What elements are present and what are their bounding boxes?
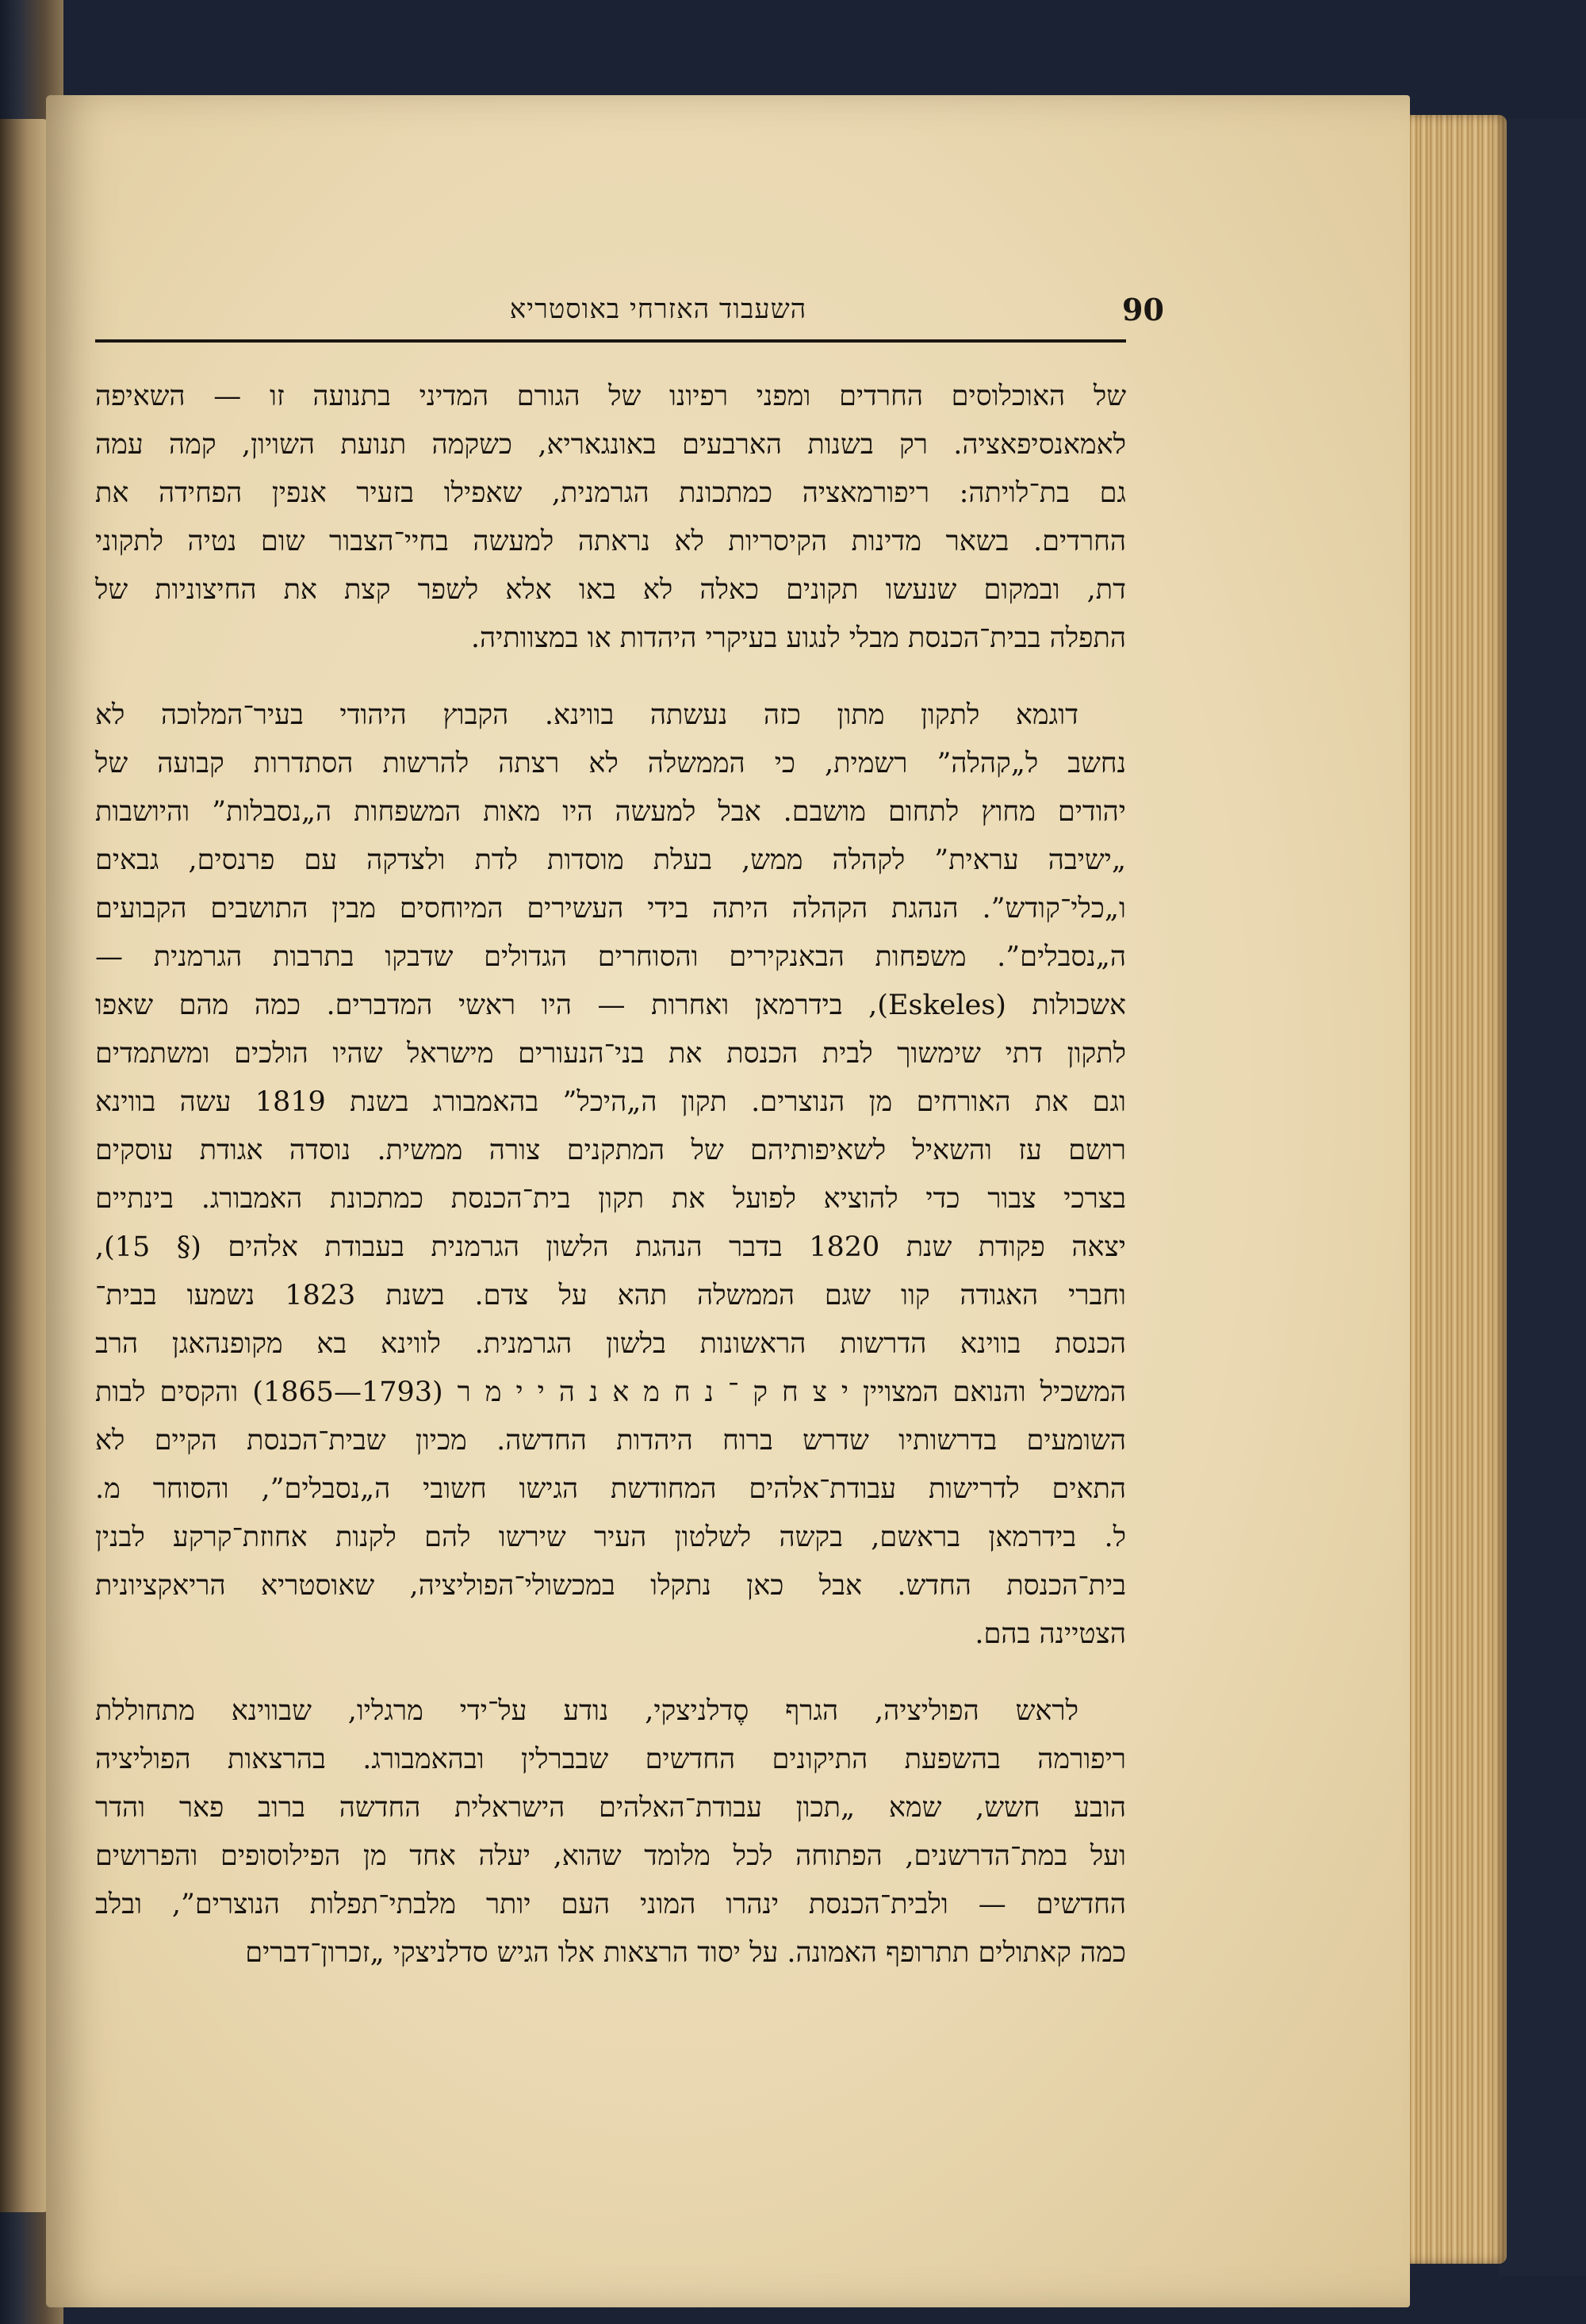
- text-line: הצטיינה בהם.: [975, 1618, 1126, 1650]
- text-line: התפלה בבית־הכנסת מבלי לנגוע בעיקרי היהדות או במצוותיה.: [470, 622, 1126, 654]
- text-line: בית־הכנסת החדש. אבל כאן נתקלו במכשולי־הפוליציה, שאוסטריא הריאקציונית: [95, 1570, 1126, 1602]
- text-line: התאים לדרישות עבודת־אלהים המחודשת הגישו חשובי ה„נסבלים”, והסוחר מ.: [95, 1473, 1126, 1505]
- text-line: לאמאנסיפאציה. רק בשנות הארבעים באונגאריא, כשקמה תנועת השויון, קמה עמה: [95, 429, 1126, 461]
- paragraph: [95, 691, 1126, 1659]
- text-line: אשכולות (Eskeles), בידרמאן ואחרות — היו ראשי המדברים. כמה מהם שאפו: [95, 990, 1126, 1021]
- paragraph: [95, 373, 1126, 663]
- text-line: ריפורמה בהשפעת התיקונים החדשים שבברלין ובהאמבורג. בהרצאות הפוליציה: [95, 1744, 1126, 1775]
- paragraph-gap: [95, 1659, 1126, 1687]
- text-line: בצרכי צבור כדי להוציא לפועל את תקון בית־הכנסת כמתכונת האמבורג. בינתיים: [95, 1183, 1126, 1215]
- header-rule: [95, 339, 1126, 343]
- text-line: החדשים — ולבית־הכנסת ינהרו המוני העם יותר מלבתי־תפלות הנוצרים”, ובלב: [95, 1889, 1126, 1920]
- text-line: הובע חשש, שמא „תכון עבודת־האלהים הישראלית החדשה ברוב פאר והדר: [95, 1792, 1126, 1824]
- body-text: [95, 373, 1126, 1978]
- text-line: הכנסת בווינא הדרשות הראשונות בלשון הגרמנית. לווינא בא מקופנהאגן הרב: [95, 1328, 1126, 1360]
- text-line: יהודים מחוץ לתחום מושבם. אבל למעשה היו מאות המשפחות ה„נסבלות” והיושבות: [95, 796, 1126, 828]
- text-line: ה„נסבלים”. משפחות הבאנקירים והסוחרים הגדולים שדבקו בתרבות הגרמנית —: [95, 941, 1126, 973]
- text-line: של האוכלוסים החרדים ומפני רפיונו של הגורם המדיני בתנועה זו — השאיפה: [95, 381, 1126, 412]
- text-line: המשכיל והנואם המצויין י צ ח ק ־ נ ח מ א נ ה י י מ ר (1793—1865) והקסים לבות: [95, 1376, 1127, 1408]
- page-number: 90: [1122, 292, 1164, 327]
- paragraph: [95, 1687, 1126, 1978]
- text-line: ו„כלי־קודש”. הנהגת הקהלה היתה בידי העשירים המיוחסים מבין התושבים הקבועים: [95, 893, 1126, 925]
- text-line: רושם עז והשאיל לשאיפותיהם של המתקנים צורה ממשית. נוסדה אגודת עוסקים: [95, 1135, 1126, 1166]
- text-line: גם בת־לויתה: ריפורמאציה כמתכונת הגרמנית, שאפילו בזעיר אנפין הפחידה את: [95, 477, 1126, 509]
- text-line: וחברי האגודה קוו שגם הממשלה תהא על צדם. בשנת 1823 נשמעו בבית־: [95, 1280, 1126, 1311]
- book-cover-edge: [1499, 119, 1586, 2276]
- text-line: „ישיבה עראית” לקהלה ממש, בעלת מוסדות לדת ולצדקה עם פרנסים, גבאים: [95, 844, 1126, 876]
- text-line: נחשב ל„קהלה” רשמית, כי הממשלה לא רצתה להרשות הסתדרות קבועה של: [95, 748, 1126, 779]
- text-line: החרדים. בשאר מדינות הקיסריות לא נראתה למעשה בחיי־הצבור שום נטיה לתקוני: [95, 526, 1126, 557]
- text-line: יצאה פקודת שנת 1820 בדבר הנהגת הלשון הגרמנית בעבודת אלהים (§ 15),: [95, 1231, 1126, 1263]
- text-line: דת, ובמקום שנעשו תקונים כאלה לא באו אלא לשפר קצת את החיצוניות של: [95, 574, 1126, 606]
- left-page-edge: [0, 119, 51, 2212]
- text-line: וגם את האורחים מן הנוצרים. תקון ה„היכל” בהאמבורג בשנת 1819 עשה בווינא: [95, 1086, 1126, 1118]
- text-line: לראש הפוליציה, הגרף סֶדלניצקי, נודע על־ידי מרגליו, שבווינא מתחוללת: [95, 1695, 1078, 1727]
- text-line: כמה קאתולים תתרופף האמונה. על יסוד הרצאות אלו הגיש סדלניצקי „זכרון־דברים: [245, 1937, 1126, 1969]
- text-line: לתקון דתי שימשוך לבית הכנסת את בני־הנעורים מישראל שהיו הולכים ומשתמדים: [95, 1038, 1126, 1070]
- text-line: ל. בידרמאן בראשם, בקשה לשלטון העיר שירשו להם לקנות אחוזת־קרקע לבנין: [95, 1522, 1126, 1553]
- text-line: ועל במת־הדרשנים, הפתוחה לכל מלומד שהוא, יעלה אחד מן הפילוסופים והפרושים: [95, 1840, 1126, 1872]
- text-line: דוגמא לתקון מתון כזה נעשתה בווינא. הקבוץ היהודי בעיר־המלוכה לא: [95, 699, 1078, 731]
- text-line: השומעים בדרשותיו שדרש ברוח היהדות החדשה. מכיון שבית־הכנסת הקיים לא: [95, 1425, 1126, 1457]
- paragraph-gap: [95, 663, 1126, 691]
- running-title: השעבוד האזרחי באוסטריא: [509, 293, 807, 325]
- running-head: [103, 285, 1164, 333]
